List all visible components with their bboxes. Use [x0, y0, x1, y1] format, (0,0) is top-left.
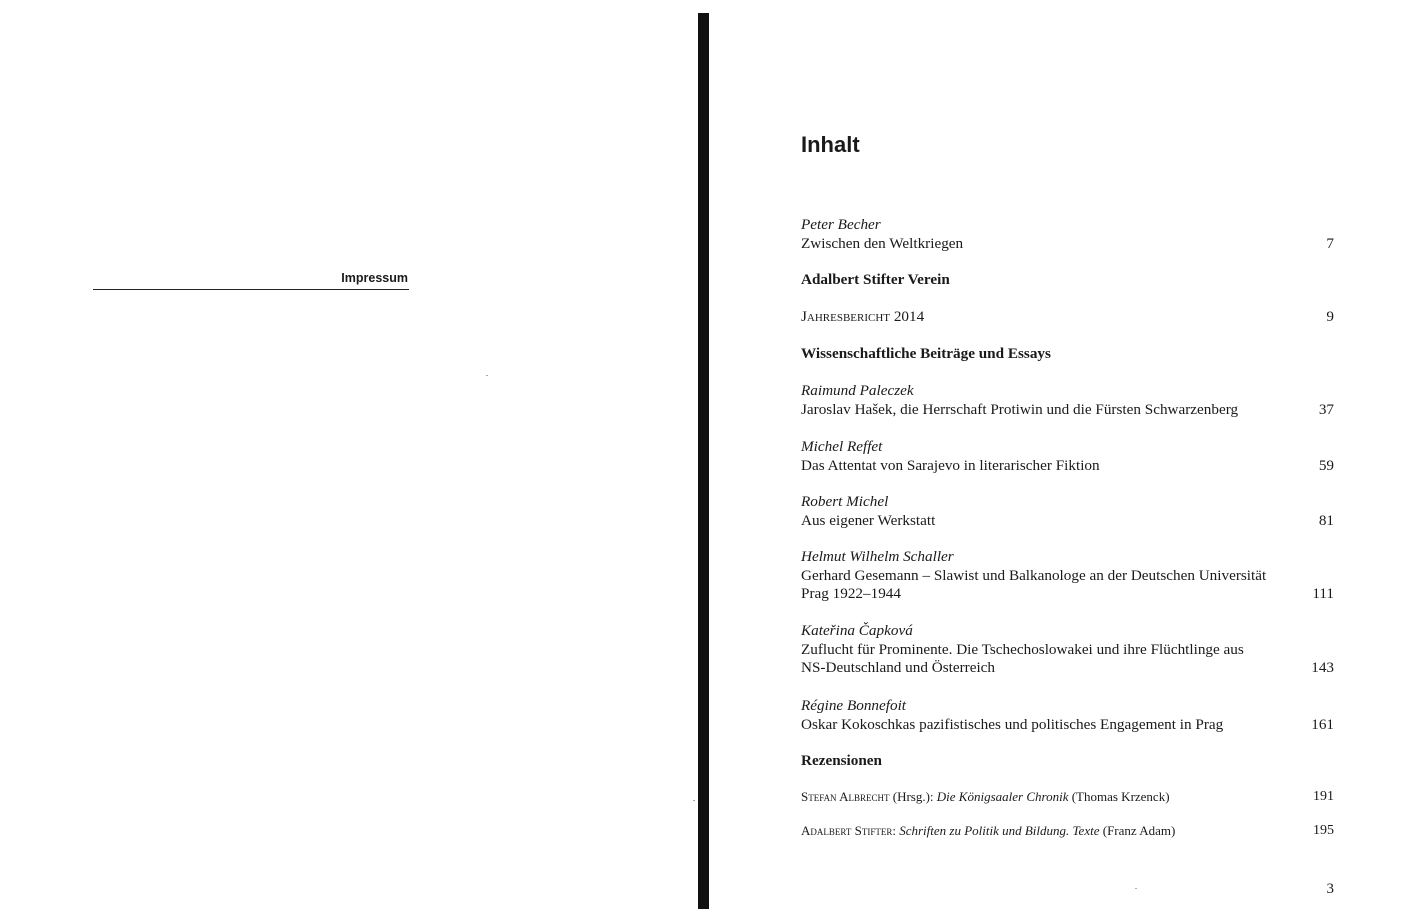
review-colon: :: [892, 823, 900, 838]
entry-author: Kateřina Čapková: [801, 622, 913, 639]
entry-title-line-2: NS-Deutschland und Österreich: [801, 659, 996, 676]
entry-page-number: 9: [1326, 308, 1334, 325]
entry-page-number: 143: [1311, 659, 1334, 676]
entry-page-number: 111: [1312, 585, 1334, 602]
review-page-number: 195: [1313, 823, 1334, 838]
entry-title: Aus eigener Werkstatt: [801, 511, 936, 529]
impressum-title: Impressum: [341, 271, 408, 285]
entry-author: Robert Michel: [801, 493, 889, 510]
toc-entry-michel: [801, 493, 1334, 530]
toc-entry-bonnefoit: [801, 697, 1334, 734]
entry-page-number: 59: [1318, 456, 1334, 474]
review-reviewer: (Franz Adam): [1099, 823, 1176, 838]
entry-author: Raimund Paleczek: [801, 382, 914, 399]
entry-author: Michel Reffet: [801, 438, 883, 455]
entry-page-number: 161: [1311, 715, 1334, 733]
entry-title-line-1: Gerhard Gesemann – Slawist und Balkanologe an der Deutschen Universität: [801, 566, 1267, 584]
right-page: [720, 0, 1404, 918]
entry-page-number: 7: [1326, 234, 1334, 252]
review-page-number: 191: [1313, 789, 1334, 804]
book-spine-gutter: [698, 13, 709, 909]
toc-entry-becher: [801, 216, 1334, 253]
entry-title-line-2: Prag 1922–1944: [801, 585, 901, 602]
review-work: Die Königsaaler Chronik: [936, 789, 1069, 804]
jahresbericht-year: 2014: [893, 308, 925, 325]
left-page: [0, 0, 690, 918]
entry-title: [801, 308, 1301, 327]
scan-speck: [486, 375, 488, 376]
entry-title-line-1: Zuflucht für Prominente. Die Tschechoslowakei und ihre Flüchtlinge aus: [801, 640, 1244, 658]
entry-page-number: 37: [1318, 400, 1334, 418]
review-author: Adalbert Stifter: [801, 823, 893, 838]
section-heading-beitraege: Wissenschaftliche Beiträge und Essays: [801, 345, 1051, 362]
toc-entry-jahresbericht: [801, 308, 1334, 327]
toc-entry-reffet: [801, 438, 1334, 475]
jahresbericht-label: Jahresbericht: [801, 308, 891, 325]
section-heading-verein: Adalbert Stifter Verein: [801, 271, 950, 288]
impressum-rule: [93, 289, 409, 290]
review-hrsg: (Hrsg.):: [889, 789, 937, 804]
entry-title: Oskar Kokoschkas pazifistisches und politisches Engagement in Prag: [801, 715, 1224, 733]
entry-page-number: 81: [1318, 511, 1334, 529]
toc-heading: Inhalt: [801, 132, 860, 157]
entry-title: Jaroslav Hašek, die Herrschaft Protiwin und die Fürsten Schwarzenberg: [801, 400, 1239, 418]
toc-entry-capkova: [801, 622, 1334, 678]
entry-title: Zwischen den Weltkriegen: [801, 234, 964, 252]
scan-speck: [693, 800, 695, 801]
review-entry-albrecht: [801, 788, 1334, 807]
entry-author: Régine Bonnefoit: [801, 697, 907, 714]
review-entry-stifter: [801, 822, 1334, 841]
review-reviewer: (Thomas Krzenck): [1068, 789, 1170, 804]
section-heading-rezensionen: Rezensionen: [801, 752, 882, 769]
page-folio: 3: [1326, 881, 1334, 897]
toc-entry-schaller: [801, 548, 1334, 604]
entry-title: Das Attentat von Sarajevo in literarischer Fiktion: [801, 456, 1100, 474]
entry-author: Helmut Wilhelm Schaller: [801, 548, 954, 565]
review-author: Stefan Albrecht: [801, 789, 890, 804]
review-work: Schriften zu Politik und Bildung. Texte: [899, 823, 1100, 838]
toc-entry-paleczek: [801, 382, 1334, 419]
entry-author: Peter Becher: [801, 216, 881, 233]
